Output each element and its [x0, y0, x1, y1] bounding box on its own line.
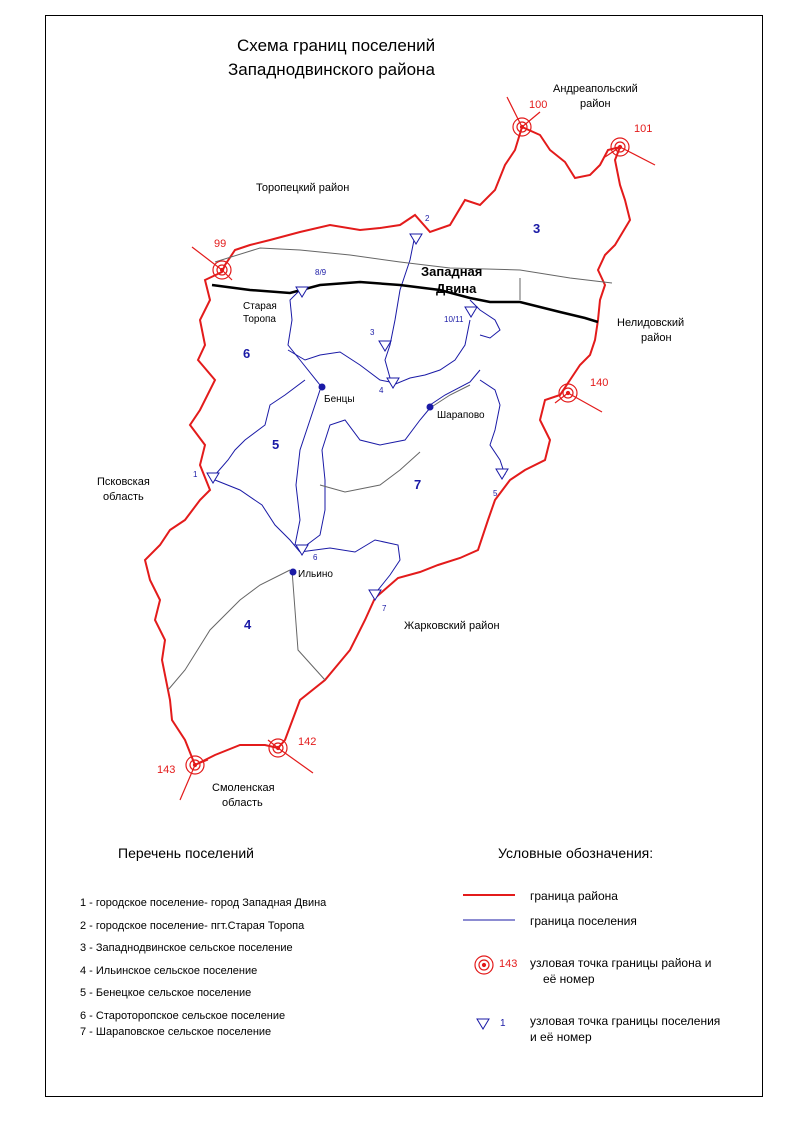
legend-settlement-border: граница поселения: [530, 914, 637, 928]
neighbor-nelidovo-l1: Нелидовский: [617, 317, 685, 329]
settlement-node-label-10-11: 10/11: [444, 315, 464, 324]
settlement-area-6: 6: [243, 346, 251, 361]
bentsy-marker: [319, 384, 326, 391]
list-item: 7 - Шараповское сельское поселение: [80, 1026, 272, 1038]
settlement-node-label-4: 4: [379, 386, 384, 395]
list-heading: Перечень поселений: [118, 845, 254, 861]
town-markers: [290, 384, 434, 576]
neighbor-smolensk-l1: Смоленская: [212, 782, 275, 794]
settlement-node-label-8-9: 8/9: [315, 268, 327, 277]
neighbor-smolensk-l2: область: [222, 797, 263, 809]
settlement-area-5: 5: [272, 437, 280, 452]
town-ilyino: Ильино: [298, 569, 333, 580]
settlement-area-7: 7: [414, 477, 422, 492]
settlement-node-label-2: 2: [425, 214, 430, 223]
legend-settlement-node-l2: и её номер: [530, 1030, 592, 1044]
settlement-node-label-5: 5: [493, 489, 498, 498]
neighbor-andreapol-l2: район: [580, 98, 611, 110]
town-bentsy: Бенцы: [324, 394, 355, 405]
legend-district-node-icon: [475, 956, 493, 974]
ilyino-marker: [290, 569, 297, 576]
neighbor-nelidovo-l2: район: [641, 332, 672, 344]
settlement-node-label-6: 6: [313, 553, 318, 562]
list-item: 3 - Западнодвинское сельское поселение: [80, 942, 293, 954]
list-item: 6 - Староторопское сельское поселение: [80, 1010, 286, 1022]
district-node-label-143: 143: [157, 764, 176, 776]
town-staraya-l1: Старая: [243, 301, 277, 312]
roads: [168, 248, 612, 690]
legend-settlement-node-num: 1: [500, 1018, 506, 1029]
district-node-label-140: 140: [590, 377, 609, 389]
district-node-label-101: 101: [634, 123, 653, 135]
town-sharapovo: Шарапово: [437, 410, 485, 421]
title-line1: Схема границ поселений: [237, 36, 436, 55]
legend-settlement-node-l1: узловая точка границы поселения: [530, 1014, 721, 1028]
legend-district-node-num: 143: [499, 958, 518, 970]
settlement-node-5: [496, 469, 508, 479]
neighbor-pskov-l2: область: [103, 491, 144, 503]
sharapovo-marker: [427, 404, 434, 411]
town-zapadnaya-l1: Западная: [421, 264, 483, 279]
district-node-label-142: 142: [298, 736, 317, 748]
list-item: 5 - Бенецкое сельское поселение: [80, 987, 252, 999]
town-zapadnaya-l2: Двина: [436, 281, 477, 296]
list-item: 2 - городское поселение- пгт.Старая Торопа: [80, 920, 305, 932]
list-item: 1 - городское поселение- город Западная Двина: [80, 897, 327, 909]
neighbor-toropets: Торопецкий район: [256, 182, 350, 194]
legend-district-node-l2: её номер: [543, 972, 595, 986]
district-border: [145, 127, 630, 765]
title-line2: Западнодвинского района: [228, 60, 435, 79]
legend-district-node-l1: узловая точка границы района и: [530, 956, 712, 970]
settlement-node-label-7: 7: [382, 604, 387, 613]
settlement-area-4: 4: [244, 617, 252, 632]
town-staraya-l2: Торопа: [243, 314, 276, 325]
settlement-area-3: 3: [533, 221, 541, 236]
neighbor-andreapol-l1: Андреапольский: [553, 83, 638, 95]
settlement-node-label-1: 1: [193, 470, 198, 479]
legend-district-border: граница района: [530, 889, 618, 903]
neighbor-pskov-l1: Псковская: [97, 476, 150, 488]
settlement-node-label-3: 3: [370, 328, 375, 337]
settlement-node-1: [207, 473, 219, 483]
legend-settlement-node-icon: [477, 1019, 489, 1029]
legend-heading: Условные обозначения:: [498, 845, 654, 861]
settlement-node-2: [410, 234, 422, 244]
district-node-label-99: 99: [214, 238, 227, 250]
settlement-node-10-11: [465, 307, 477, 317]
neighbor-zharkovsky: Жарковский район: [404, 620, 500, 632]
district-node-label-100: 100: [529, 99, 548, 111]
district-node-101: [605, 138, 655, 165]
list-item: 4 - Ильинское сельское поселение: [80, 965, 258, 977]
district-nodes: [180, 97, 655, 800]
